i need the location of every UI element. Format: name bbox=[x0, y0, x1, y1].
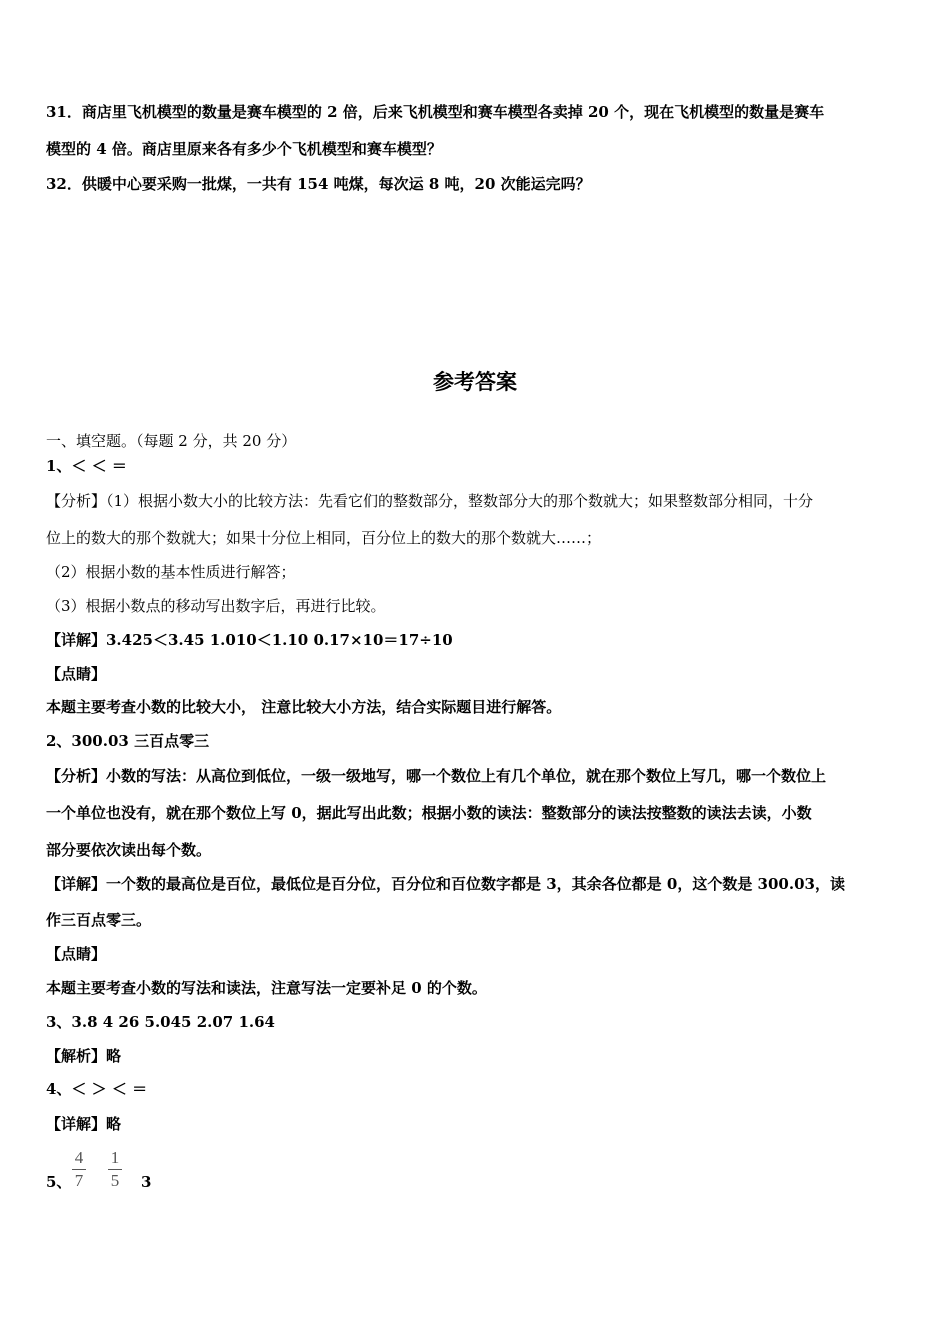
answer-2-head: 2、300.03 三百点零三 bbox=[46, 732, 210, 750]
section-heading: 一、填空题。（每题 2 分，共 20 分） bbox=[46, 432, 297, 450]
answer-2-analysis-line-3: 部分要依次读出每个数。 bbox=[46, 841, 212, 859]
answer-2-detail-line-2: 作三百点零三。 bbox=[46, 911, 152, 929]
answer-5-fraction-2 bbox=[107, 1147, 123, 1192]
answer-1-comment: 本题主要考查小数的比较大小， 注意比较大小方法，结合实际题目进行解答。 bbox=[46, 698, 562, 716]
answer-2-comment-label: 【点睛】 bbox=[46, 945, 107, 963]
answer-5-fraction-1 bbox=[71, 1147, 87, 1192]
fraction-1-denominator: 7 bbox=[74, 1171, 84, 1190]
answer-1-head: 1、＜ ＜ ＝ bbox=[46, 457, 127, 475]
answer-1-analysis-line-1: 【分析】（1）根据小数大小的比较方法：先看它们的整数部分，整数部分大的那个数就大；如果整数部分相同，十分 bbox=[46, 492, 814, 510]
answer-3-analysis: 【解析】略 bbox=[46, 1047, 122, 1065]
answer-1-comment-label: 【点睛】 bbox=[46, 665, 107, 683]
answer-5-value: 3 bbox=[141, 1173, 152, 1191]
question-31-line-1: 31．商店里飞机模型的数量是赛车模型的 2 倍，后来飞机模型和赛车模型各卖掉 20 个，现在飞机模型的数量是赛车 bbox=[46, 103, 825, 121]
answer-2-analysis-line-1: 【分析】小数的写法：从高位到低位，一级一级地写，哪一个数位上有几个单位，就在那个数位上写几，哪一个数位上 bbox=[46, 767, 827, 785]
answer-2-detail-line-1: 【详解】一个数的最高位是百位，最低位是百分位，百分位和百位数字都是 3，其余各位都是 0，这个数是 300.03，读 bbox=[46, 875, 845, 893]
answer-title: 参考答案 bbox=[433, 370, 517, 394]
answer-4-detail: 【详解】略 bbox=[46, 1115, 122, 1133]
fraction-2-numerator: 1 bbox=[110, 1148, 120, 1167]
answer-3-head: 3、3.8 4 26 5.045 2.07 1.64 bbox=[46, 1013, 275, 1031]
answer-4-head: 4、＜ ＞ ＜ ＝ bbox=[46, 1080, 148, 1098]
answer-1-detail: 【详解】3.425＜3.45 1.010＜1.10 0.17×10＝17÷10 bbox=[46, 631, 453, 649]
answer-1-analysis-line-4: （3）根据小数点的移动写出数字后，再进行比较。 bbox=[46, 597, 386, 615]
answer-2-analysis-line-2: 一个单位也没有，就在那个数位上写 0，据此写出此数；根据小数的读法：整数部分的读法按整数的读法去读，小数 bbox=[46, 804, 812, 822]
answer-5-prefix: 5、 bbox=[46, 1173, 72, 1191]
question-31-line-2: 模型的 4 倍。商店里原来各有多少个飞机模型和赛车模型？ bbox=[46, 140, 442, 158]
question-32: 32．供暖中心要采购一批煤，一共有 154 吨煤，每次运 8 吨，20 次能运完吗？ bbox=[46, 175, 591, 193]
fraction-2-denominator: 5 bbox=[110, 1171, 120, 1190]
answer-1-analysis-line-3: （2）根据小数的基本性质进行解答； bbox=[46, 563, 296, 581]
answer-1-analysis-line-2: 位上的数大的那个数就大；如果十分位上相同，百分位上的数大的那个数就大……； bbox=[46, 529, 602, 547]
fraction-1-numerator: 4 bbox=[74, 1148, 84, 1167]
answer-2-comment: 本题主要考查小数的写法和读法，注意写法一定要补足 0 的个数。 bbox=[46, 979, 487, 997]
